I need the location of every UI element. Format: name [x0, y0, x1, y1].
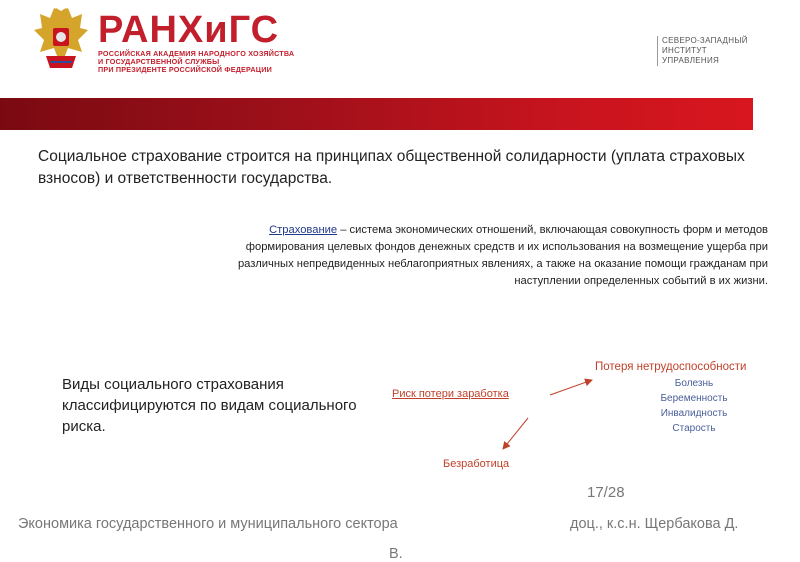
arrow-to-disability: [550, 380, 592, 395]
arrow-to-unemployment: [503, 418, 528, 449]
classification-paragraph: Виды социального страхования классифицируются по видам социального риска.: [62, 376, 357, 435]
definition-paragraph: [230, 222, 768, 290]
footer-course-title: Экономика государственного и муниципального сектора: [18, 516, 398, 532]
risk-unemployment-label: Безработица: [443, 458, 510, 470]
brand-block: [98, 10, 294, 74]
lead-paragraph: Социальное страхование строится на принципах общественной солидарности (уплата страховых взносов) и ответственности государства.: [38, 148, 745, 187]
disability-item: Инвалидность: [660, 408, 728, 419]
brand-subtitle-line: РОССИЙСКАЯ АКАДЕМИЯ НАРОДНОГО ХОЗЯЙСТВА: [98, 49, 295, 58]
footer-author: доц., к.с.н. Щербакова Д.: [570, 516, 739, 532]
header-red-band: [0, 98, 753, 130]
disability-item: Беременность: [660, 393, 728, 404]
double-headed-eagle-emblem-icon: [32, 6, 90, 72]
brand-subtitle-line: И ГОСУДАРСТВЕННОЙ СЛУЖБЫ: [98, 57, 220, 66]
page-number: 17/28: [587, 484, 625, 501]
risk-loss-of-earnings-link[interactable]: Риск потери заработка: [392, 388, 509, 400]
institute-line: ИНСТИТУТ: [662, 46, 707, 55]
institute-line: УПРАВЛЕНИЯ: [662, 56, 720, 65]
brand-name: РАНХиГС: [98, 9, 280, 51]
definition-text: – система экономических отношений, включающая совокупность форм и методов формирования целевых фондов денежных средств и их использования на возмещение ущерба при различных непредвиденных неблагоприятных явлениях, а также на оказание помощи гражданам при наступлении определенных событий в их жизни.: [237, 224, 768, 287]
disability-item: Старость: [672, 423, 716, 434]
definition-term-link[interactable]: Страхование: [269, 224, 338, 236]
risk-disability-label: Потеря нетрудоспособности: [595, 361, 747, 373]
institute-line: СЕВЕРО-ЗАПАДНЫЙ: [662, 36, 748, 45]
institute-name: [657, 36, 748, 66]
brand-subtitle-line: ПРИ ПРЕЗИДЕНТЕ РОССИЙСКОЙ ФЕДЕРАЦИИ: [98, 65, 272, 74]
footer-author-overflow: В.: [389, 546, 403, 562]
disability-item: Болезнь: [674, 378, 714, 389]
